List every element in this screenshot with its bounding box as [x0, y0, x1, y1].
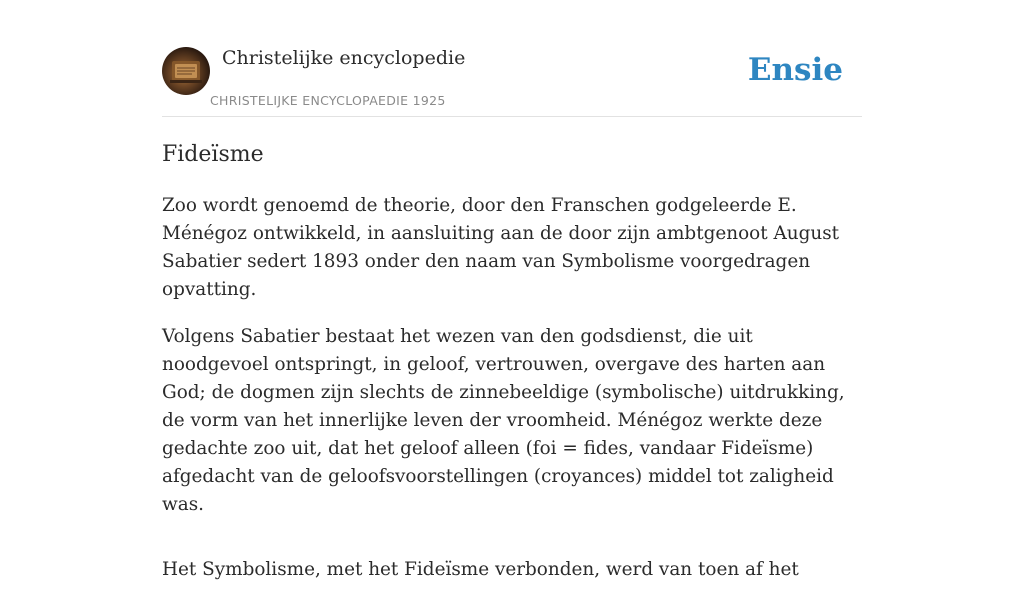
ensie-logo[interactable]: Ensie: [747, 52, 843, 88]
book-cover-icon[interactable]: [162, 47, 210, 95]
paragraph: Volgens Sabatier bestaat het wezen van den godsdienst, die uit noodgevoel ontspringt, in geloof, vertrouwen, overgave des harten aan God; de dogmen zijn slechts de zinnebeeldige (symbolische) uitdrukking, de vorm van het innerlijke leven der vroomheid. Ménégoz werkte deze gedachte zoo uit, dat het geloof alleen (foi = fides, vandaar Fideïsme) afgedacht van de geloofsvoorstellingen (croyances) middel tot zaligheid was.: [162, 326, 845, 515]
paragraph: Het Symbolisme, met het Fideïsme verbonden, werd van toen af het: [162, 559, 799, 580]
article-body: [162, 192, 862, 603]
header: [162, 46, 862, 117]
article-title: Fideïsme: [162, 142, 264, 167]
source-title[interactable]: Christelijke encyclopedie: [222, 47, 466, 69]
source-subtitle: CHRISTELIJKE ENCYCLOPAEDIE 1925: [210, 93, 446, 108]
paragraph: Zoo wordt genoemd de theorie, door den Franschen godgeleerde E. Ménégoz ontwikkeld, in aansluiting aan de door zijn ambtgenoot August Sabatier sedert 1893 onder den naam van Symbolisme voorgedragen opvatting.: [162, 195, 840, 300]
